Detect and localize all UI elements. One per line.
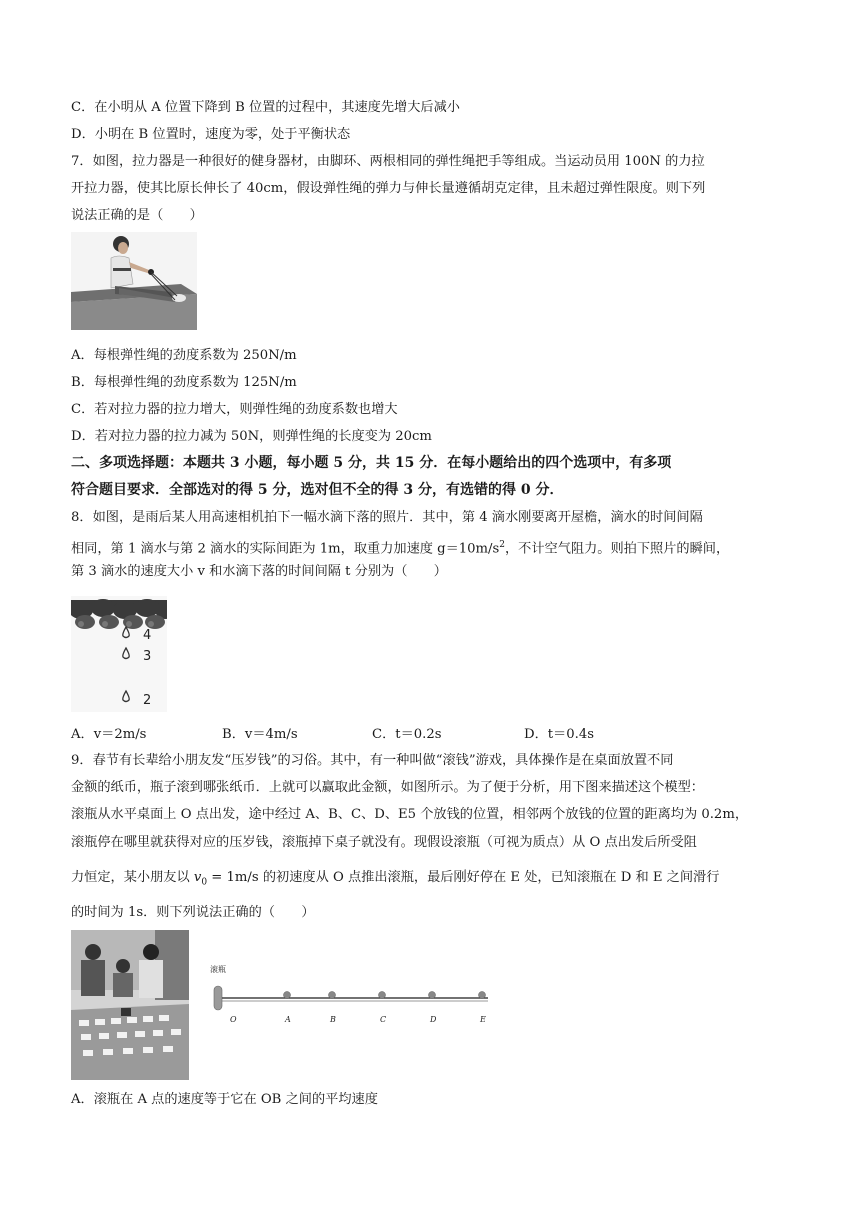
q6-option-d: D．小明在 B 位置时，速度为零，处于平衡状态: [71, 127, 351, 142]
q8-stem-line1: 8．如图，是雨后某人用高速相机拍下一幅水滴下落的照片．其中，第 4 滴水刚要离开屋檐，滴水的时间间隔: [71, 510, 703, 525]
eaves-illustration: [71, 596, 167, 712]
label-a: A: [285, 1015, 291, 1024]
point-d-marker: [429, 992, 436, 999]
q7-stem-line1: 7．如图，拉力器是一种很好的健身器材，由脚环、两根相同的弹性绳把手等组成。当运动员用 100N 的力拉: [71, 154, 705, 169]
q7-option-c: C．若对拉力器的拉力增大，则弹性绳的劲度系数也增大: [71, 402, 398, 417]
q7-option-d: D．若对拉力器的拉力减为 50N，则弹性绳的长度变为 20cm: [71, 429, 432, 444]
label-e: E: [480, 1015, 486, 1024]
point-a-marker: [284, 992, 291, 999]
drop-label-4: 4: [143, 628, 152, 643]
label-b: B: [330, 1015, 336, 1024]
q9-stem-line5-sub: 0: [201, 877, 208, 888]
q6-option-c: C．在小明从 A 位置下降到 B 位置的过程中，其速度先增大后减小: [71, 100, 460, 115]
diagram-title: 滚瓶: [210, 965, 226, 974]
q8-stem-line2-b: ，不计空气阻力。则拍下照片的瞬间，: [505, 541, 730, 557]
q7-stem-line3: 说法正确的是（ ）: [71, 208, 203, 223]
q9-stem-line5-v: v: [193, 870, 202, 885]
label-c: C: [380, 1015, 387, 1024]
q8-option-d: D．t＝0.4s: [524, 727, 594, 742]
q9-stem-line5: [71, 868, 719, 893]
q8-stem-line2-sup: 2: [499, 540, 505, 550]
q9-stem-line2: 金额的纸币，瓶子滚到哪张纸币．上就可以赢取此金额，如图所示。为了便于分析，用下图来描述这个模型：: [71, 780, 704, 795]
q9-stem-line5-a: 力恒定，某小朋友以: [71, 870, 194, 885]
exerciser-illustration: [71, 232, 197, 330]
q8-water-drop-photo: [71, 596, 167, 712]
point-e-marker: [479, 992, 486, 999]
q8-option-a: A．v＝2m/s: [71, 727, 147, 742]
q9-stem-line5-eq: = 1m/s: [207, 870, 259, 885]
q7-fitness-photo: [71, 232, 197, 330]
q8-stem-line2-a: 相同，第 1 滴水与第 2 滴水的实际间距为 1m，取重力加速度 g＝10m/s: [71, 541, 500, 557]
drop-label-2: 2: [143, 693, 152, 708]
label-d: D: [430, 1015, 437, 1024]
label-o: O: [230, 1015, 237, 1024]
q9-family-photo: [71, 930, 189, 1080]
drop-label-3: 3: [143, 649, 152, 664]
q8-option-c: C．t＝0.2s: [372, 727, 442, 742]
q9-rolling-bottle-diagram: [206, 960, 496, 1030]
q7-option-b: B．每根弹性绳的劲度系数为 125N/m: [71, 375, 297, 390]
q8-stem-line3: 第 3 滴水的速度大小 v 和水滴下落的时间间隔 t 分别为（ ）: [71, 564, 447, 579]
section2-heading-line2: 符合题目要求．全部选对的得 5 分，选对但不全的得 3 分，有选错的得 0 分．: [71, 482, 564, 498]
q8-option-b: B．v＝4m/s: [222, 727, 298, 742]
q7-stem-line2: 开拉力器，使其比原长伸长了 40cm，假设弹性绳的弹力与伸长量遵循胡克定律，且未超过弹性限度。则下列: [71, 181, 706, 196]
q7-option-a: A．每根弹性绳的劲度系数为 250N/m: [71, 348, 297, 363]
q8-stem-line2: [71, 535, 729, 559]
q9-stem-line6: 的时间为 1s．则下列说法正确的（ ）: [71, 905, 315, 920]
track-diagram: [206, 960, 496, 1030]
q9-stem-line4: 滚瓶停在哪里就获得对应的压岁钱，滚瓶掉下桌子就没有。现假设滚瓶（可视为质点）从 O 点出发后所受阻: [71, 835, 697, 850]
q9-stem-line1: 9．春节有长辈给小朋友发“压岁钱”的习俗。其中，有一种叫做“滚钱”游戏，具体操作是在桌面放置不同: [71, 753, 674, 768]
point-c-marker: [379, 992, 386, 999]
point-b-marker: [329, 992, 336, 999]
bottle-icon: [214, 986, 222, 1010]
family-game-illustration: [71, 930, 189, 1080]
section2-heading-line1: 二、多项选择题：本题共 3 小题，每小题 5 分，共 15 分．在每小题给出的四个选项中，有多项: [71, 455, 672, 471]
q9-stem-line5-b: 的初速度从 O 点推出滚瓶，最后刚好停在 E 处，已知滚瓶在 D 和 E 之间滑行: [258, 870, 720, 885]
q9-stem-line3: 滚瓶从水平桌面上 O 点出发，途中经过 A、B、C、D、E5 个放钱的位置，相邻两个放钱的位置的距离均为 0.2m，: [71, 807, 749, 822]
q9-option-a: A．滚瓶在 A 点的速度等于它在 OB 之间的平均速度: [71, 1092, 378, 1107]
